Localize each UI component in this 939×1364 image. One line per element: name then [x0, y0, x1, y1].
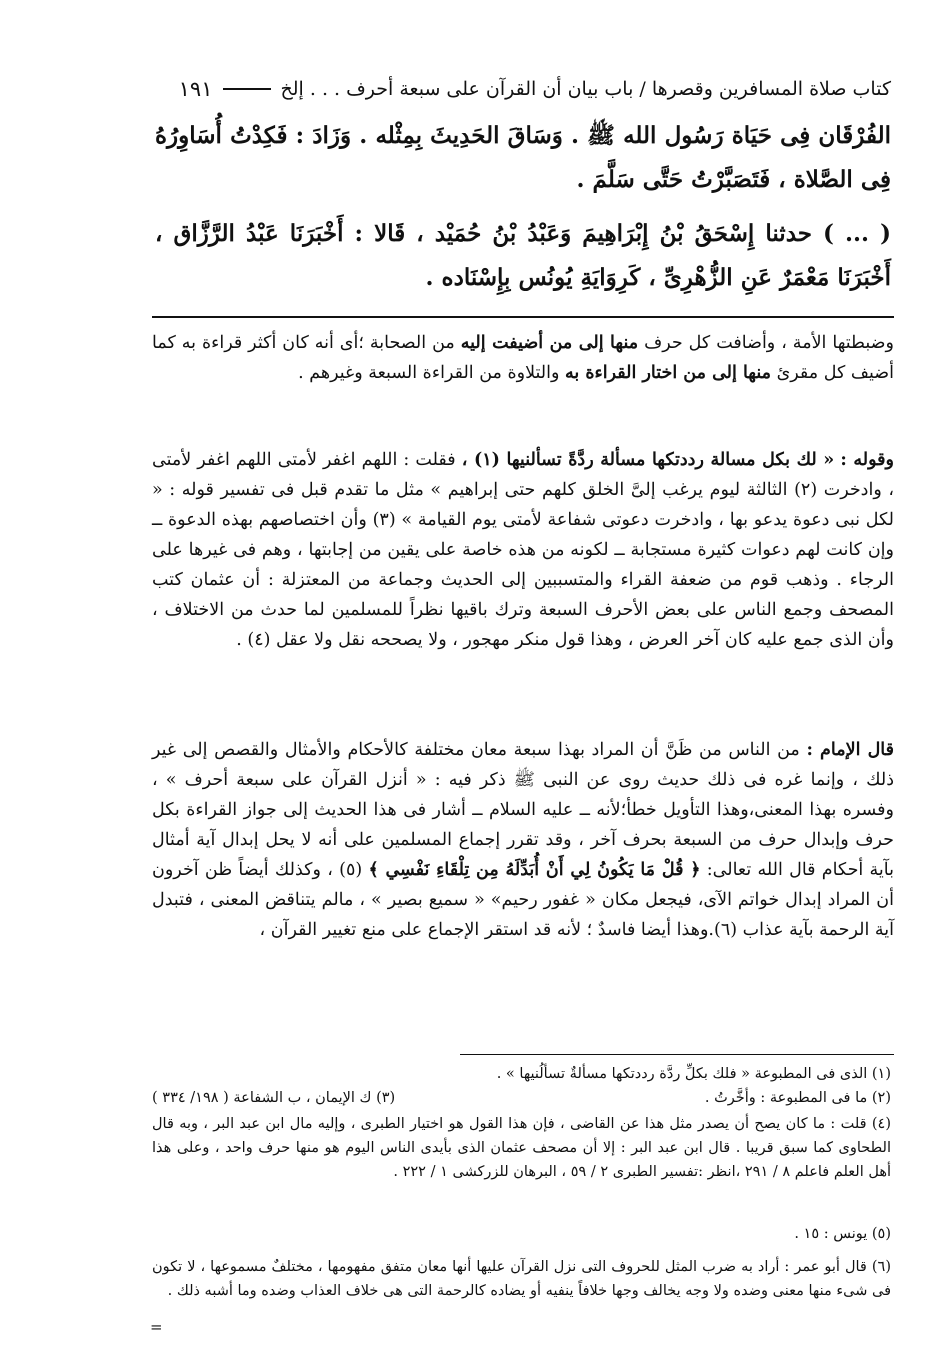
footnote-divider — [460, 1054, 894, 1055]
commentary-2-lemma: وقوله : — [840, 450, 894, 470]
text-divider — [152, 316, 894, 318]
running-title: كتاب صلاة المسافرين وقصرها / باب بيان أن القرآن على سبعة أحرف . . . إلخ — [280, 78, 891, 100]
footnote-4: (٤) قلت : ما كان يصح أن يصدر مثل هذا عن القاضى ، فإن هذا القول هو اختيار الطبرى ، وإليه مال ابن عبد البر ، وبه قال الطحاوى كما سبق قريبا . قال ابن عبد البر : إلا أن مصحف عثمان الذى بأيدى الناس اليوم هو منها حرف واحد ، وعلى هذا أهل العلم فاعلم ٨ / ٢٩١ ،انظر :تفسير الطبرى ٢ / ٥٩ ، البرهان للزركشى ١ / ٢٢٢ . — [152, 1116, 891, 1180]
hadith-text-1: الفُرْقَان فِى حَيَاة رَسُول الله ﷺ . وَسَاقَ الحَدِيثَ بِمِثْله . وَزَادَ : فَكِدْتُ أُسَاوِرُهُ فِى الصَّلاة ، فَتَصَبَّرْتُ حَتَّى سَلَّمَ . — [155, 122, 891, 193]
commentary-paragraph-2 — [152, 445, 894, 655]
commentary-3-body: من الناس من ظَنَّ أن المراد بهذا سبعة معان مختلفة كالأحكام والأمثال والقصص إلى غير ذلك ، وإنما غره فى ذلك حديث روى عن النبى ﷺ ذكر فيه : « أنزل القرآن على سبعة أحرف » ، وفسره بهذا المعنى،وهذا التأويل خطأ؛لأنه ــ عليه السلام ــ أشار فى هذا الحديث إلى جواز القراءة بكل حرف وإبدال حرف من السبعة بحرف آخر ، وقد تقرر إجماع المسلمين على أنه لا يحل إبدال آية أمثال بآية أحكام قال الله تعالى: — [152, 740, 894, 880]
commentary-3-lemma: قال الإمام : — [806, 740, 894, 760]
footnote-row-2-3 — [152, 1086, 891, 1110]
footnote-2: (٢) ما فى المطبوعة : وأخَّرتُ . — [704, 1090, 891, 1106]
commentary-paragraph-3 — [152, 735, 894, 945]
commentary-1-b: منها إلى من أضيفت إليه — [460, 333, 639, 353]
commentary-2-quote: « لك بكل مسالة رددتكها مسألة ردَّةً تسألنيها (١) ، — [461, 450, 835, 470]
footnote-1: (١) الذى فى المطبوعة « فلك بكلِّ ردَّة رددتكها مسألةٌ تسألُنيها » . — [496, 1066, 891, 1082]
commentary-3-end: (٥) ، وكذلك أيضاً ظن آخرون أن المراد إبدال خواتم الآى، فيجعل مكان « غفور رحيم» « سميع بصير » ، مالم يتناقض المعنى ، فتبدل آية الرحمة بآية عذاب (٦).وهذا أيضا فاسدٌ ؛ لأنه قد استقر الإجماع على منع تغيير القرآن ، — [152, 860, 894, 940]
commentary-1-d: منها إلى من اختار القراءة به — [565, 363, 771, 383]
commentary-1-e: والتلاوة من القراءة السبعة وغيرهم . — [298, 363, 560, 383]
commentary-paragraph-1 — [152, 328, 894, 388]
continuation-mark: = — [150, 1318, 163, 1336]
footnote-5: (٥) يونس : ١٥ . — [794, 1226, 891, 1242]
page-number: ١٩١ — [178, 77, 213, 101]
commentary-1-a: وضبطتها الأمة ، وأضافت كل حرف — [644, 333, 894, 353]
commentary-1-c: من الصحابة ؛أى أنه كان أكثر قراءة به كما أضيف كل مقرئ — [152, 333, 894, 383]
header-dash — [223, 88, 271, 90]
quran-verse: ﴿ قُلْ مَا يَكُونُ لِي أَنْ أُبَدِّلَهُ مِن تِلْقَاءِ نَفْسِي ﴾ — [368, 860, 701, 880]
running-header — [150, 72, 891, 106]
commentary-2-body: فقلت : اللهم اغفر لأمتى اللهم اغفر لأمتى ، وادخرت (٢) الثالثة ليوم يرغب إلىَّ الخلق كلهم حتى إبراهيم » مثل ما تقدم قبل فى تفسير قوله : « لكل نبى دعوة يدعو بها ، وادخرت دعوتى شفاعة لأمتى يوم القيامة » (٣) وأن اختصاصهم بهذه الدعوة ــ وإن كانت لهم دعوات كثيرة مستجابة ــ لكونه من هذه خاصة على يقين من إجابتها ، وهم فى غيرها على الرجاء . وذهب قوم من ضعفة القراء والمتسببين إلى الحديث وجماعة من المعتزلة : أن عثمان كتب المصحف وجمع الناس على بعض الأحرف السبعة وترك باقيها نظراً للمسلمين لما حدث من الاختلاف ، وأن الذى جمع عليه كان آخر العرض ، وهذا قول منكر مهجور ، ولا يصححه نقل ولا عقل (٤) . — [152, 450, 895, 650]
hadith-text-2: ( ... ) حدثنا إِسْحَقُ بْنُ إِبْرَاهِيمَ وَعَبْدُ بْنُ حُمَيْد ، قَالا : أَخْبَرَنَا عَبْدُ الرَّزَّاق ، أَخْبَرَنَا مَعْمَرٌ عَنِ الزُّهْرِىِّ ، كَرِوَايَةِ يُونُس بِإِسْنَاده . — [155, 220, 891, 291]
footnote-3: (٣) ك الإيمان ، ب الشفاعة ( ١٩٨/ ٣٣٤ ) — [152, 1090, 396, 1106]
footnote-6: (٦) قال أبو عمر : أراد به ضرب المثل للحروف التى نزل القرآن عليها أنها معان متفق مفهومها ، مختلفٌ مسموعها ، لا تكون فى شىء منها معنى وضده ولا وجه يخالف وجها خلافاً ينفيه أو يضاده كالرحمة التى هى خلاف العذاب وضده وما أشبه ذلك . — [152, 1259, 891, 1299]
